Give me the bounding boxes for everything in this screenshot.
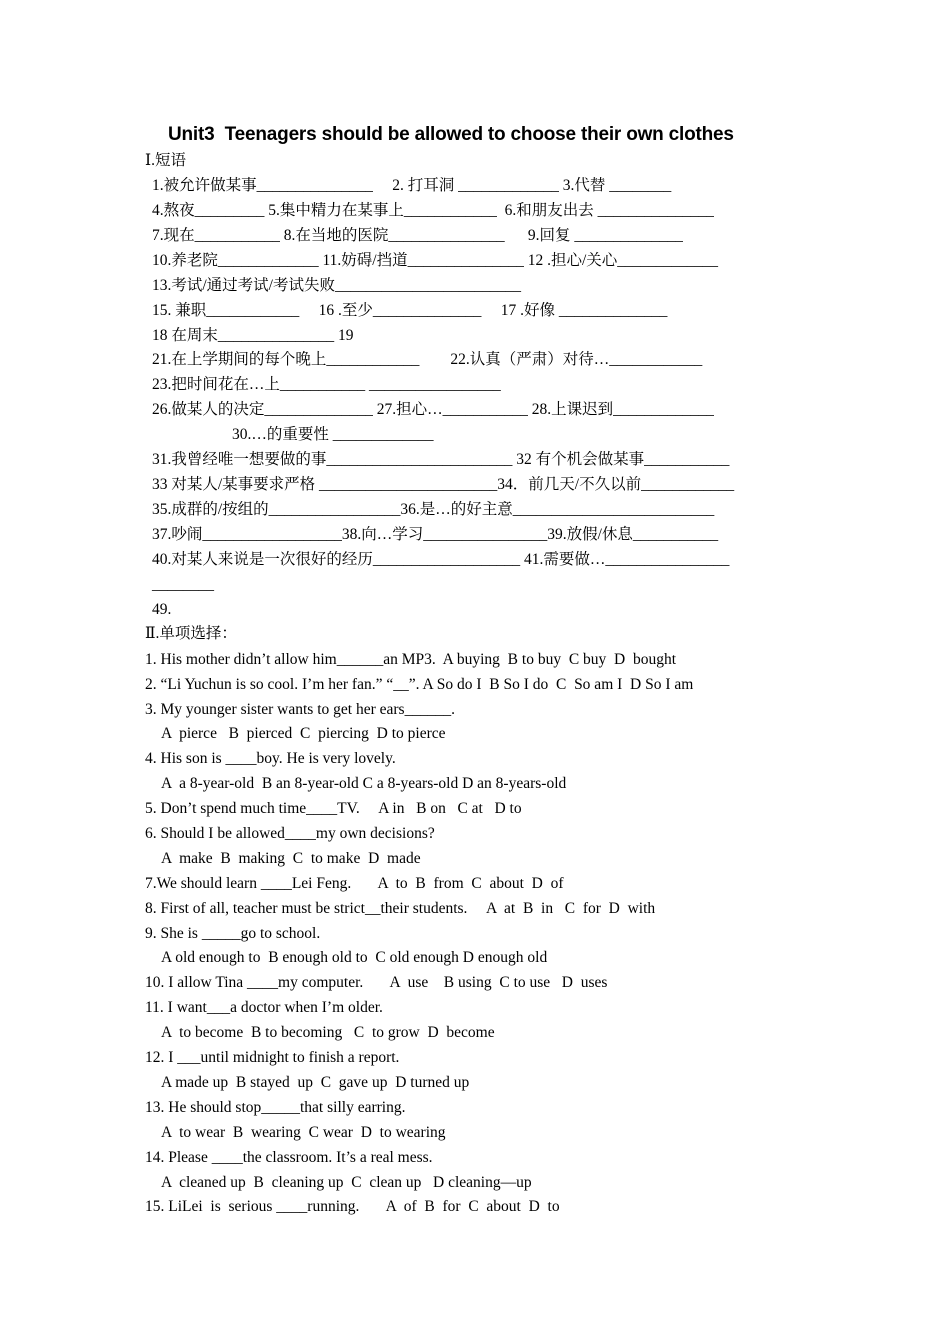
phrase-line: 10.养老院_____________ 11.妨碍/挡道_______________ 12 .担心/关心_____________: [152, 252, 719, 269]
question-line: 13. He should stop_____that silly earring.: [145, 1099, 406, 1116]
phrase-line: 15. 兼职____________ 16 .至少______________ 17 .好像 ______________: [152, 302, 668, 319]
options-line: A a 8-year-old B an 8-year-old C a 8-years-old D an 8-years-old: [161, 775, 567, 792]
phrase-line: 18 在周末_______________ 19: [152, 327, 354, 344]
phrase-line: ________: [152, 576, 214, 593]
options-line: A pierce B pierced C piercing D to pierce: [161, 725, 446, 742]
question-line: 12. I ___until midnight to finish a report.: [145, 1049, 400, 1066]
options-line: A to wear B wearing C wear D to wearing: [161, 1124, 446, 1141]
phrase-line: 7.现在___________ 8.在当地的医院_______________ 9.回复 ______________: [152, 227, 683, 244]
question-line: 10. I allow Tina ____my computer. A use B using C to use D uses: [145, 974, 608, 991]
question-line: 2. “Li Yuchun is so cool. I’m her fan.” “__”. A So do I B So I do C So am I D So I am: [145, 676, 694, 693]
question-line: 6. Should I be allowed____my own decisions?: [145, 825, 435, 842]
question-line: 4. His son is ____boy. He is very lovely.: [145, 750, 396, 767]
phrase-line: 1.被允许做某事_______________ 2. 打耳洞 _____________ 3.代替 ________: [152, 177, 672, 194]
question-line: 9. She is _____go to school.: [145, 925, 321, 942]
section-heading-choice: Ⅱ.单项选择：: [145, 625, 237, 642]
phrase-line: 35.成群的/按组的_________________36.是…的好主意__________________________: [152, 501, 715, 518]
question-line: 5. Don’t spend much time____TV. A in B on C at D to: [145, 800, 522, 817]
phrase-line: 37.吵闹__________________38.向…学习________________39.放假/休息___________: [152, 526, 719, 543]
phrase-line: 13.考试/通过考试/考试失败________________________: [152, 277, 521, 294]
page-title: Unit3 Teenagers should be allowed to choose their own clothes: [168, 124, 734, 145]
question-line: 14. Please ____the classroom. It’s a real mess.: [145, 1149, 433, 1166]
phrase-line: 26.做某人的决定______________ 27.担心…___________ 28.上课迟到_____________: [152, 401, 714, 418]
question-line: 15. LiLei is serious ____running. A of B for C about D to: [145, 1198, 560, 1215]
phrase-line: 31.我曾经唯一想要做的事________________________ 32 有个机会做某事___________: [152, 451, 730, 468]
options-line: A made up B stayed up C gave up D turned up: [161, 1074, 470, 1091]
question-line: 1. His mother didn’t allow him______an MP3. A buying B to buy C buy D bought: [145, 651, 677, 668]
question-line: 7.We should learn ____Lei Feng. A to B from C about D of: [145, 875, 564, 892]
phrase-line: 33 对某人/某事要求严格 _______________________34．前几天/不久以前____________: [152, 476, 735, 493]
options-line: A to become B to becoming C to grow D become: [161, 1024, 495, 1041]
options-line: A make B making C to make D made: [161, 850, 421, 867]
section-heading-phrases: Ⅰ.短语: [145, 152, 186, 169]
phrase-line: 49.: [152, 601, 172, 618]
phrase-line: 40.对某人来说是一次很好的经历___________________ 41.需要做…________________: [152, 551, 730, 568]
phrase-line: 4.熬夜_________ 5.集中精力在某事上____________ 6.和朋友出去 _______________: [152, 202, 714, 219]
phrase-line: 23.把时间花在…上___________ _________________: [152, 376, 501, 393]
phrase-line: 21.在上学期间的每个晚上____________ 22.认真（严肃）对待…____________: [152, 351, 703, 368]
options-line: A old enough to B enough old to C old enough D enough old: [161, 949, 548, 966]
question-line: 3. My younger sister wants to get her ears______.: [145, 701, 455, 718]
question-line: 11. I want___a doctor when I’m older.: [145, 999, 383, 1016]
options-line: A cleaned up B cleaning up C clean up D cleaning—up: [161, 1174, 532, 1191]
phrase-line: 30.…的重要性 _____________: [232, 426, 434, 443]
question-line: 8. First of all, teacher must be strict__their students. A at B in C for D with: [145, 900, 656, 917]
